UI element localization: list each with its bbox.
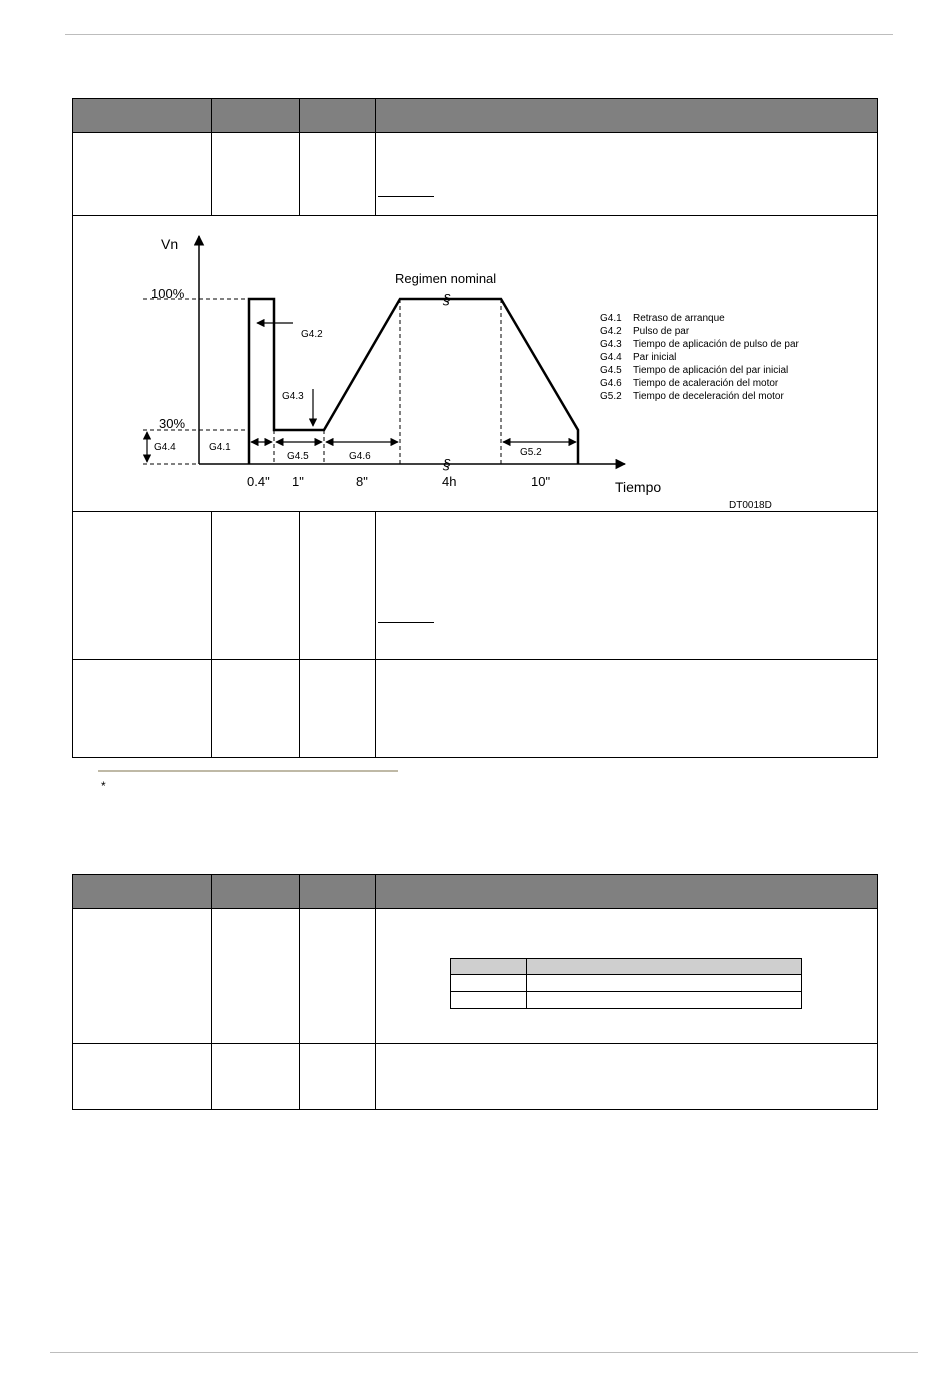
figure-svg xyxy=(73,216,877,511)
footer-rule xyxy=(50,1352,918,1353)
column-divider xyxy=(375,875,376,1109)
underlined-note xyxy=(378,622,434,623)
row-divider xyxy=(73,511,877,512)
footnote-separator xyxy=(98,770,398,772)
underlined-note xyxy=(378,196,434,197)
legend-text: Retraso de arranque xyxy=(633,313,725,324)
options-subtable xyxy=(450,958,802,1009)
table-header-row xyxy=(73,99,877,133)
speed-profile-line xyxy=(249,299,578,464)
time-label: 1" xyxy=(292,474,304,489)
time-label: 8" xyxy=(356,474,368,489)
legend-code: G5.2 xyxy=(600,391,622,402)
column-divider xyxy=(211,511,212,757)
level-30-label: 30% xyxy=(159,416,186,431)
g42-label: G4.2 xyxy=(301,329,323,340)
figure-legend xyxy=(600,313,800,402)
y-axis-label: Vn xyxy=(161,236,179,252)
level-100-label: 100% xyxy=(151,286,185,301)
time-label: 0.4" xyxy=(247,474,270,489)
subtable-header xyxy=(451,959,801,975)
g45-label: G4.5 xyxy=(287,451,309,462)
column-divider xyxy=(211,875,212,1109)
column-divider xyxy=(299,875,300,1109)
g52-label: G5.2 xyxy=(520,447,542,458)
g43-label: G4.3 xyxy=(282,391,304,402)
column-divider xyxy=(299,99,300,215)
x-axis-label: Tiempo xyxy=(615,479,662,495)
table-header-row xyxy=(73,875,877,909)
legend-text: Tiempo de aplicación de pulso de par xyxy=(633,339,799,350)
g44-label: G4.4 xyxy=(154,442,176,453)
legend-text: Pulso de par xyxy=(633,326,690,337)
row-divider xyxy=(73,659,877,660)
nominal-label: Regimen nominal xyxy=(395,271,497,286)
column-divider xyxy=(299,511,300,757)
break-symbol-top: § xyxy=(443,291,451,307)
legend-text: Par inicial xyxy=(633,352,677,363)
legend-code: G4.6 xyxy=(600,378,622,389)
row-divider xyxy=(73,1043,877,1044)
g46-label: G4.6 xyxy=(349,451,371,462)
column-divider xyxy=(375,511,376,757)
time-label: 10" xyxy=(531,474,551,489)
legend-code: G4.3 xyxy=(600,339,622,350)
column-divider xyxy=(375,99,376,215)
parameter-table-2 xyxy=(72,874,878,1110)
subtable-column-divider xyxy=(526,959,527,1008)
parameter-table-1 xyxy=(72,98,878,758)
legend-code: G4.2 xyxy=(600,326,622,337)
figure-code: DT0018D xyxy=(729,500,772,511)
legend-text: Tiempo de acaleración del motor xyxy=(633,378,779,389)
subtable-row-divider xyxy=(451,991,801,992)
legend-code: G4.5 xyxy=(600,365,622,376)
header-rule xyxy=(65,34,893,35)
footnote-marker: * xyxy=(101,779,106,793)
legend-code: G4.4 xyxy=(600,352,622,363)
time-label: 4h xyxy=(442,474,457,489)
legend-text: Tiempo de aplicación del par inicial xyxy=(633,365,789,376)
torque-pulse-figure xyxy=(73,216,877,511)
g41-label: G4.1 xyxy=(209,442,231,453)
column-divider xyxy=(211,99,212,215)
legend-code: G4.1 xyxy=(600,313,622,324)
legend-text: Tiempo de deceleración del motor xyxy=(633,391,784,402)
break-symbol-bottom: § xyxy=(443,456,451,472)
